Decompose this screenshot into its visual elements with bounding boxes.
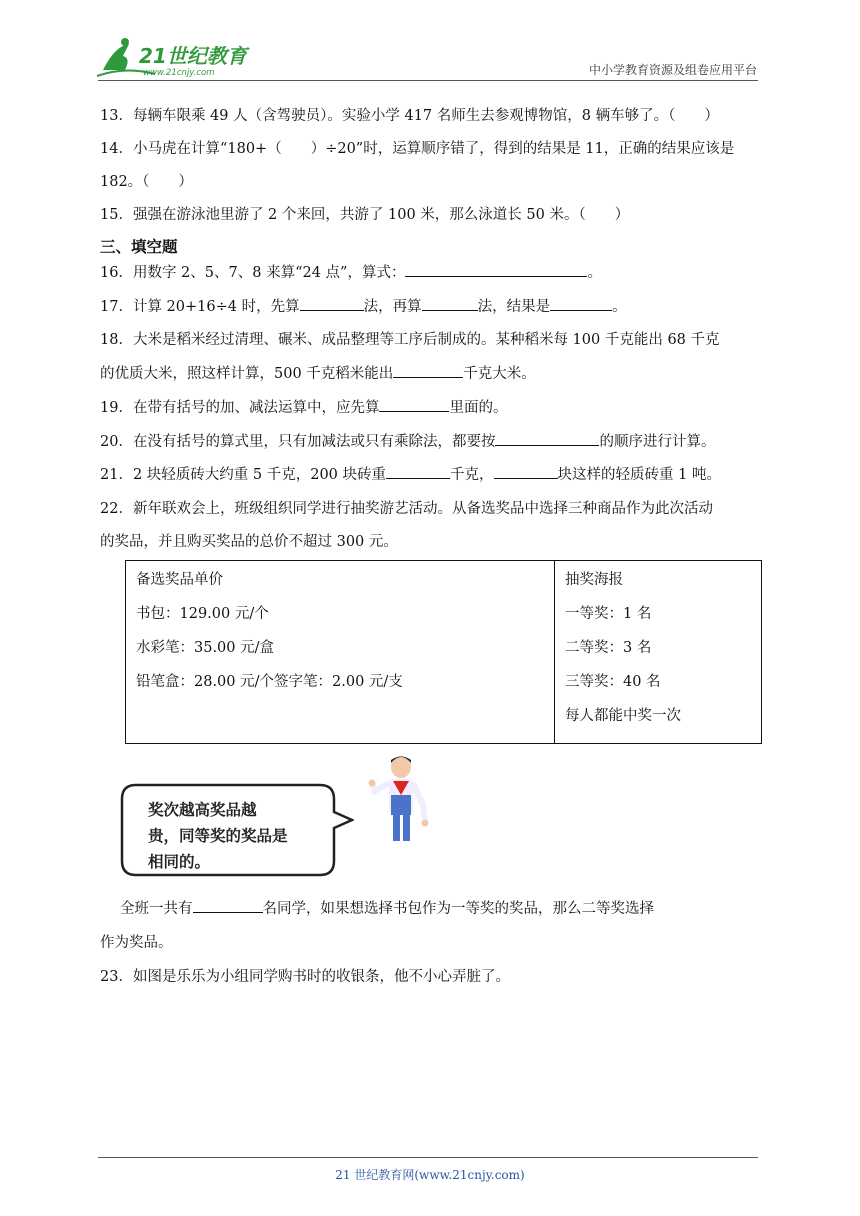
question-19: 19．在带有括号的加、减法运算中，应先算 里面的。 [100, 397, 507, 419]
lottery-poster-cell [555, 561, 762, 744]
speech-bubble-text: 奖次越高奖品越 贵，同等奖的奖品是 相同的。 [148, 801, 288, 871]
poster-item: 二等奖：3 名 [565, 640, 652, 656]
site-logo [95, 36, 260, 80]
answer-blank[interactable] [300, 296, 364, 311]
question-14-line2: 182。（ ） [100, 174, 193, 190]
poster-heading: 抽奖海报 [565, 572, 623, 588]
answer-blank[interactable] [422, 296, 478, 311]
answer-blank[interactable] [379, 397, 449, 412]
answer-blank[interactable] [193, 898, 263, 913]
svg-text:www.21cnjy.com: www.21cnjy.com [143, 68, 215, 78]
question-17: 17．计算 20+16÷4 时，先算 法，再算 法，结果是 。 [100, 296, 627, 318]
footer-text[interactable]: 21 世纪教育网(www.21cnjy.com) [335, 1168, 525, 1182]
answer-blank[interactable] [386, 464, 450, 479]
question-18-line1: 18．大米是稻米经过清理、碾米、成品整理等工序后制成的。某种稻米每 100 千克能出 68 千克 [100, 332, 720, 348]
prize-table [125, 560, 762, 744]
header-rule [98, 80, 758, 81]
svg-text:21世纪教育: 21世纪教育 [139, 44, 247, 68]
prize-price-cell [126, 561, 555, 744]
question-23: 23．如图是乐乐为小组同学购书时的收银条，他不小心弄脏了。 [100, 969, 510, 985]
poster-item: 每人都能中奖一次 [565, 708, 681, 724]
question-22-line1: 22．新年联欢会上，班级组织同学进行抽奖游艺活动。从备选奖品中选择三种商品作为此次活动 [100, 501, 713, 517]
question-21: 21．2 块轻质砖大约重 5 千克，200 块砖重 千克， 块这样的轻质砖重 1 吨。 [100, 464, 721, 486]
answer-blank[interactable] [393, 363, 463, 378]
prize-table-heading: 备选奖品单价 [136, 572, 223, 588]
question-22-line2: 的奖品，并且购买奖品的总价不超过 300 元。 [100, 534, 398, 550]
question-20: 20．在没有括号的算式里，只有加减法或只有乘除法，都要按 的顺序进行计算。 [100, 431, 715, 453]
answer-blank[interactable] [550, 296, 612, 311]
question-22-answer-line1: 全班一共有 名同学，如果想选择书包作为一等奖的奖品，那么二等奖选择 [120, 898, 654, 920]
question-13: 13．每辆车限乘 49 人（含驾驶员）。实验小学 417 名师生去参观博物馆，8 辆车够了。（ ） [100, 108, 719, 124]
prize-item: 书包：129.00 元/个 [136, 606, 269, 622]
prize-item: 水彩笔：35.00 元/盒 [136, 640, 275, 656]
answer-blank[interactable] [494, 464, 558, 479]
answer-blank[interactable] [405, 262, 587, 277]
poster-item: 一等奖：1 名 [565, 606, 652, 622]
question-14-line1: 14．小马虎在计算“180+（ ）÷20”时，运算顺序错了，得到的结果是 11，正确的结果应该是 [100, 141, 735, 157]
student-illustration [367, 755, 439, 845]
prize-item: 铅笔盒：28.00 元/个签字笔：2.00 元/支 [136, 674, 403, 690]
question-22-answer-line2: 作为奖品。 [100, 935, 173, 951]
question-16: 16．用数字 2、5、7、8 来算“24 点”，算式： 。 [100, 262, 602, 284]
header-platform-text: 中小学教育资源及组卷应用平台 [588, 63, 757, 77]
poster-item: 三等奖：40 名 [565, 674, 661, 690]
answer-blank[interactable] [495, 431, 599, 446]
section-title-fill-in: 三、填空题 [100, 238, 178, 256]
question-15: 15．强强在游泳池里游了 2 个来回，共游了 100 米，那么泳道长 50 米。（ ） [100, 207, 630, 223]
question-18-line2: 的优质大米，照这样计算，500 千克稻米能出 千克大米。 [100, 363, 536, 385]
footer-rule [98, 1157, 758, 1158]
